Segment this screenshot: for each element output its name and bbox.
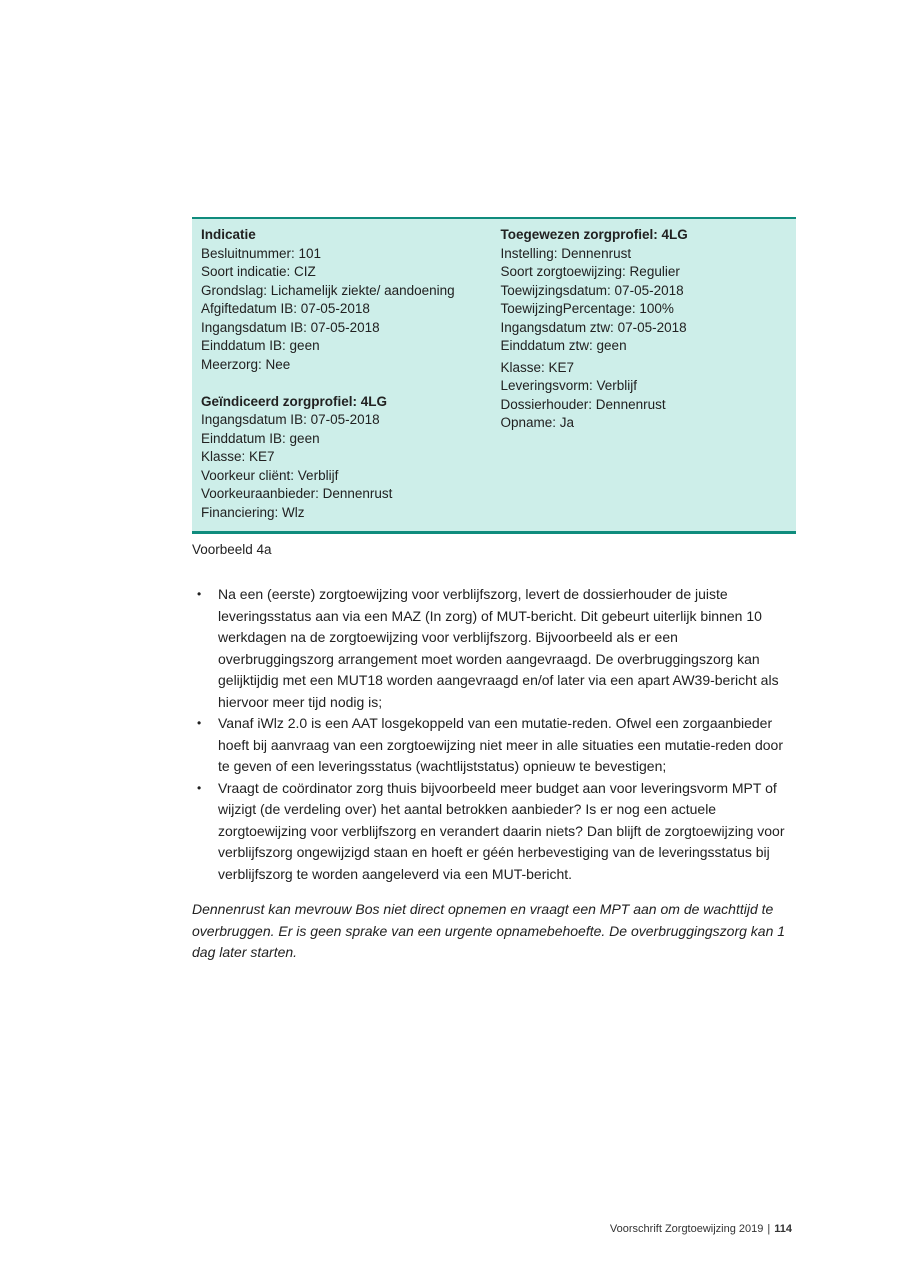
info-line: Voorkeur cliënt: Verblijf	[201, 467, 339, 483]
bullet-icon: •	[197, 587, 202, 601]
info-line: Voorkeuraanbieder: Dennenrust	[201, 486, 393, 501]
bullet-list	[192, 584, 796, 885]
info-line: Soort zorgtoewijzing: Regulier	[500, 264, 680, 279]
info-box-left-column	[200, 226, 495, 522]
voorbeeld-caption: Voorbeeld 4a	[192, 542, 272, 557]
info-line: Financiering: Wlz	[201, 504, 305, 520]
bullet-text: Vanaf iWlz 2.0 is een AAT losgekoppeld van een mutatie-reden. Ofwel een zorgaanbieder hoeft bij aanvraag van een zorgtoewijzing niet meer in alle situaties een mutatie-reden door te geven of een leveringsstatus (wachtlijststatus) opnieuw te bevestigen;	[218, 715, 784, 774]
section-heading: Indicatie	[201, 227, 256, 242]
info-line: Instelling: Dennenrust	[500, 245, 632, 261]
indication-info-box	[192, 217, 796, 534]
info-box-right-column	[495, 226, 789, 522]
info-line: Meerzorg: Nee	[201, 356, 291, 372]
info-line: ToewijzingPercentage: 100%	[500, 301, 674, 316]
bullet-text: Vraagt de coördinator zorg thuis bijvoorbeeld meer budget aan voor leveringsvorm MPT of wijzigt (de verdeling over) het aantal betrokken aanbieder? Is er nog een actuele zorgtoewijzing voor verblijfszorg en verandert daarin niets? Dan blijft de zorgtoewijzing voor verblijfszorg ongewijzigd staan en hoeft er géén herbevestiging van de leveringsstatus bij verblijfszorg te worden aangeleverd via een MUT-bericht.	[218, 779, 785, 882]
info-line: Besluitnummer: 101	[201, 245, 322, 261]
info-line: Opname: Ja	[500, 415, 575, 430]
footer-separator: |	[767, 1223, 771, 1235]
section-geindiceerd-zorgprofiel	[201, 393, 495, 523]
info-line: Afgiftedatum IB: 07-05-2018	[201, 301, 370, 316]
footer-label: Voorschrift Zorgtoewijzing 2019	[609, 1223, 764, 1235]
page-footer	[610, 1223, 792, 1235]
info-line: Einddatum ztw: geen	[500, 338, 627, 353]
page-content	[192, 217, 796, 964]
section-indicatie	[201, 226, 495, 374]
info-line: Einddatum IB: geen	[201, 430, 320, 446]
section-heading: Geïndiceerd zorgprofiel: 4LG	[201, 393, 388, 409]
bullet-text: Na een (eerste) zorgtoewijzing voor verblijfszorg, levert de dossierhouder de juiste leveringsstatus aan via een MAZ (In zorg) of MUT-bericht. Dit gebeurt uiterlijk binnen 10 werkdagen na de zorgtoewijzing voor verblijfszorg. Bijvoorbeeld als er een overbruggingszorg arrangement moet worden aangevraagd. De overbruggingszorg kan gelijktijdig met een MUT18 worden aangevraagd en/of later via een apart AW39-bericht als hiervoor meer tijd nodig is;	[218, 586, 779, 710]
info-line: Ingangsdatum ztw: 07-05-2018	[500, 319, 687, 335]
section-heading: Toegewezen zorgprofiel: 4LG	[500, 227, 688, 242]
footer-page-number: 114	[774, 1223, 792, 1235]
example-note: Dennenrust kan mevrouw Bos niet direct opnemen en vraagt een MPT aan om de wachttijd te overbruggen. Er is geen sprake van een urgente opnamebehoefte. De overbruggingszorg kan 1 dag later starten.	[192, 901, 786, 960]
info-line: Dossierhouder: Dennenrust	[500, 396, 666, 412]
info-line: Ingangsdatum IB: 07-05-2018	[201, 319, 380, 335]
bullet-item	[192, 778, 796, 886]
info-line: Soort indicatie: CIZ	[201, 264, 316, 279]
info-line: Einddatum IB: geen	[201, 338, 320, 353]
info-line: Grondslag: Lichamelijk ziekte/ aandoening	[201, 282, 455, 298]
section-toewijzing-details	[501, 359, 789, 433]
bullet-icon: •	[197, 716, 202, 730]
info-line: Klasse: KE7	[500, 359, 575, 375]
info-line: Toewijzingsdatum: 07-05-2018	[500, 282, 684, 298]
section-toegewezen-zorgprofiel	[501, 226, 789, 356]
info-line: Leveringsvorm: Verblijf	[500, 378, 638, 393]
bullet-icon: •	[197, 780, 202, 795]
bullet-item	[192, 584, 796, 713]
info-line: Ingangsdatum IB: 07-05-2018	[201, 412, 380, 427]
bullet-item	[192, 713, 796, 778]
info-line: Klasse: KE7	[201, 449, 275, 464]
